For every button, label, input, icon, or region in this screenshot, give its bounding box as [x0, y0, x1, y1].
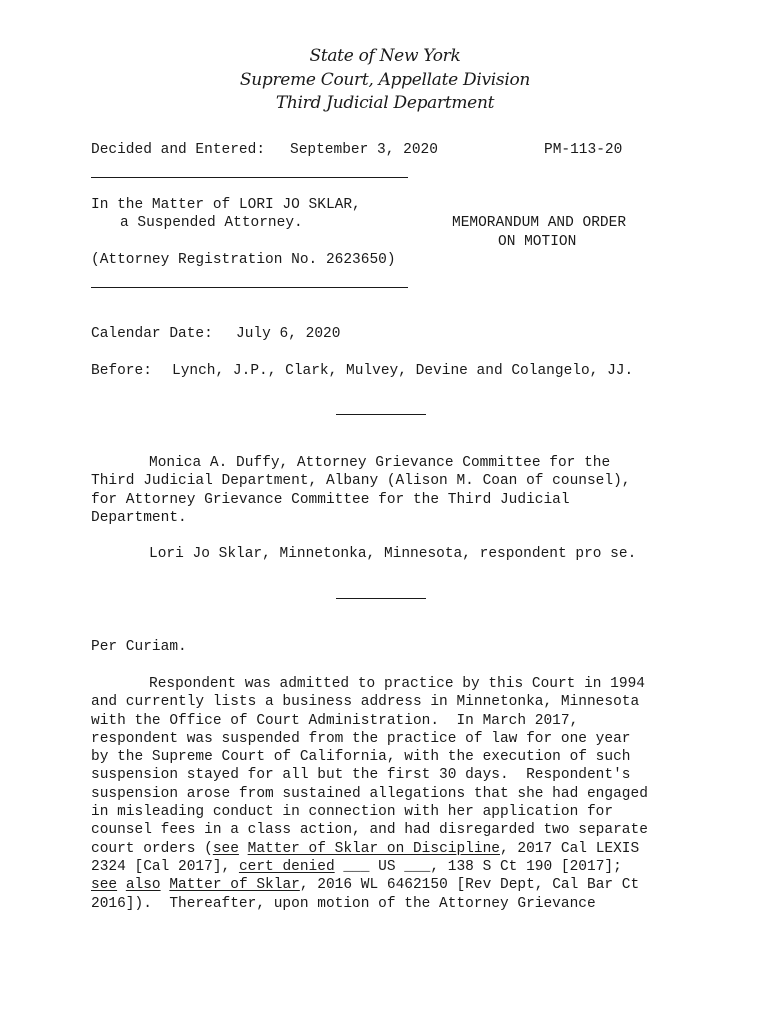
appearance-respondent: Lori Jo Sklar, Minnetonka, Minnesota, respondent pro se.: [149, 546, 637, 562]
before-label: Before:: [91, 363, 152, 379]
separator-rule-2: [336, 598, 426, 599]
attorney-registration: (Attorney Registration No. 2623650): [91, 252, 396, 268]
opinion-paragraph: Respondent was admitted to practice by this Court in 1994 and currently lists a business address in Minnetonka, Minnesota with the Office of Court Administration. In March 2017, respondent was suspended from the practice of law for one year by the Supreme Court of California, with the execution of such suspension stayed for all but the first 30 days. Respondent's suspension arose from sustained allegations that she had engaged in misleading conduct in connection with her application for counsel fees in a class action, and had disregarded two separate court orders (see Matter of Sklar on Discipline, 2017 Cal LEXIS 2324 [Cal 2017], cert denied ___ US ___, 138 S Ct 190 [2017]; see also Matter of Sklar, 2016 WL 6462150 [Rev Dept, Cal Bar Ct 2016]). Thereafter, upon motion of the Attorney Grievance: [91, 676, 648, 912]
caption-line2: a Suspended Attorney.: [120, 215, 303, 231]
order-title-line2: ON MOTION: [498, 234, 577, 250]
decided-date: September 3, 2020: [290, 142, 438, 158]
citation-signal-see: see: [212, 840, 239, 857]
caption-rule-top: [91, 177, 408, 178]
calendar-label: Calendar Date:: [91, 326, 213, 342]
separator-rule-1: [336, 414, 426, 415]
appearance-committee: Monica A. Duffy, Attorney Grievance Committee for the Third Judicial Department, Albany (Alison M. Coan of counsel), for Attorney Grievance Committee for the Third Judicial Department.: [91, 455, 631, 526]
per-curiam-heading: Per Curiam.: [91, 639, 187, 655]
court-name-line1: State of New York: [309, 46, 461, 66]
case-name-citation-2: Matter of Sklar: [169, 877, 300, 894]
caption-line1: In the Matter of LORI JO SKLAR,: [91, 197, 361, 213]
court-name-line2: Supreme Court, Appellate Division: [239, 70, 531, 90]
calendar-date: July 6, 2020: [236, 326, 341, 342]
judges-list: Lynch, J.P., Clark, Mulvey, Devine and Colangelo, JJ.: [172, 363, 634, 379]
caption-rule-bottom: [91, 287, 408, 288]
decided-label: Decided and Entered:: [91, 142, 266, 158]
case-name-citation: Matter of Sklar on Discipline: [247, 840, 500, 857]
citation-signal-see-also-2: also: [125, 877, 161, 894]
docket-number: PM-113-20: [544, 142, 623, 158]
court-name-line3: Third Judicial Department: [275, 93, 495, 113]
citation-cert-denied: cert denied: [238, 858, 335, 875]
citation-signal-see-also-1: see: [91, 877, 118, 894]
order-title-line1: MEMORANDUM AND ORDER: [452, 215, 627, 231]
